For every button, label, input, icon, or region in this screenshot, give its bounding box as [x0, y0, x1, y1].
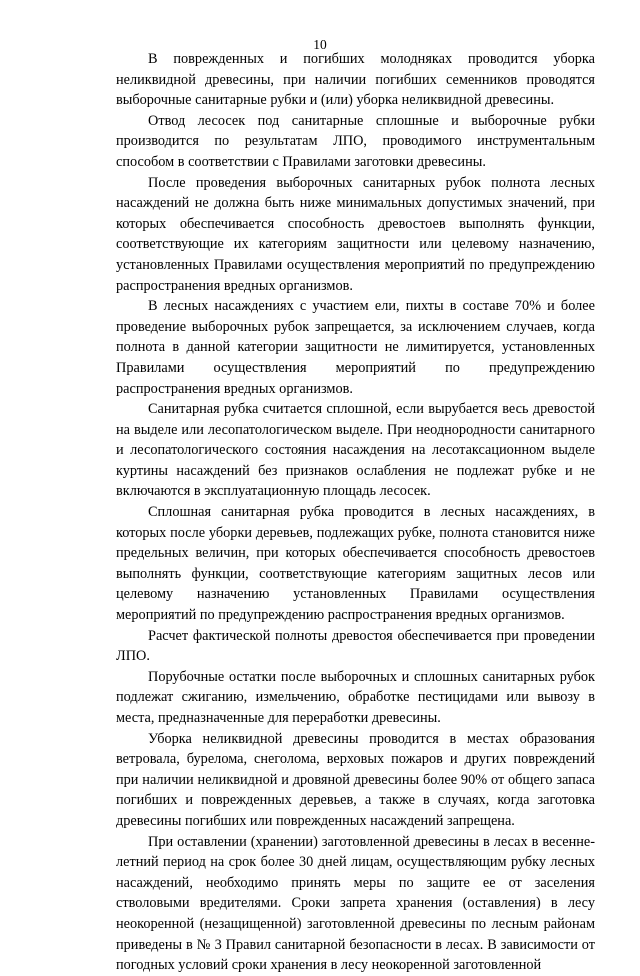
- paragraph: Порубочные остатки после выборочных и сплошных санитарных рубок подлежат сжиганию, измельчению, обработке пестицидами или вывозу в места, предназначенные для переработки древесины.: [116, 668, 595, 726]
- paragraph: Санитарная рубка считается сплошной, если вырубается весь древостой на выделе или лесопатологическом выделе. При неоднородности санитарного и лесопатологического состояния насаждения на лесотаксационном выделе куртины насаждений без признаков ослабления не подлежат рубке и не включаются в эксплуатационную площадь лесосек.: [116, 401, 595, 500]
- paragraph: При оставлении (хранении) заготовленной древесины в лесах в весенне-летний период на срок более 30 дней лицам, осуществляющим рубку лесных насаждений, необходимо принять меры по защите ее от заселения стволовыми вредителями. Сроки запрета хранения (оставления) в лесу неокоренной (незащищенной) заготовленной древесины по лесным районам приведены в № 3 Правил санитарной безопасности в лесах. В зависимости от погодных условий сроки хранения в лесу неокоренной заготовленной: [116, 833, 595, 974]
- paragraph: Расчет фактической полноты древостоя обеспечивается при проведении ЛПО.: [116, 627, 595, 665]
- paragraph: Уборка неликвидной древесины проводится в местах образования ветровала, бурелома, снеголома, верховых пожаров и других повреждений при наличии неликвидной и дровяной древесины более 90% от общего запаса погибших и поврежденных деревьев, а также в случаях, когда заготовка древесины погибших или поврежденных насаждений запрещена.: [116, 730, 595, 829]
- paragraph: Сплошная санитарная рубка проводится в лесных насаждениях, в которых после уборки деревьев, подлежащих рубке, полнота становится ниже предельных величин, при которых обеспечивается способность древостоев выполнять функции, соответствующие категориям защитных лесов или целевому назначению установленных Правилами осуществления мероприятий по предупреждению распространения вредных организмов.: [116, 504, 595, 624]
- page-number: 10: [313, 37, 327, 52]
- paragraph: В лесных насаждениях с участием ели, пихты в составе 70% и более проведение выборочных рубок запрещается, за исключением случаев, когда полнота в данной категории защитности не лимитируется, установленных Правилами осуществления мероприятий по предупреждению распространения вредных организмов.: [116, 298, 595, 397]
- body-text: [116, 49, 595, 976]
- paragraph: После проведения выборочных санитарных рубок полнота лесных насаждений не должна быть ниже минимальных допустимых значений, при которых обеспечивается способность древостоев выполнять функции, соответствующие их категориям защитности или целевому назначению, установленных Правилами осуществления мероприятий по предупреждению распространения вредных организмов.: [116, 174, 595, 294]
- paragraph: Отвод лесосек под санитарные сплошные и выборочные рубки производится по результатам ЛПО, проводимого инструментальным способом в соответствии с Правилами заготовки древесины.: [116, 112, 595, 170]
- paragraph: В поврежденных и погибших молодняках проводится уборка неликвидной древесины, при наличии погибших семенников проводятся выборочные санитарные рубки и (или) уборка неликвидной древесины.: [116, 51, 595, 109]
